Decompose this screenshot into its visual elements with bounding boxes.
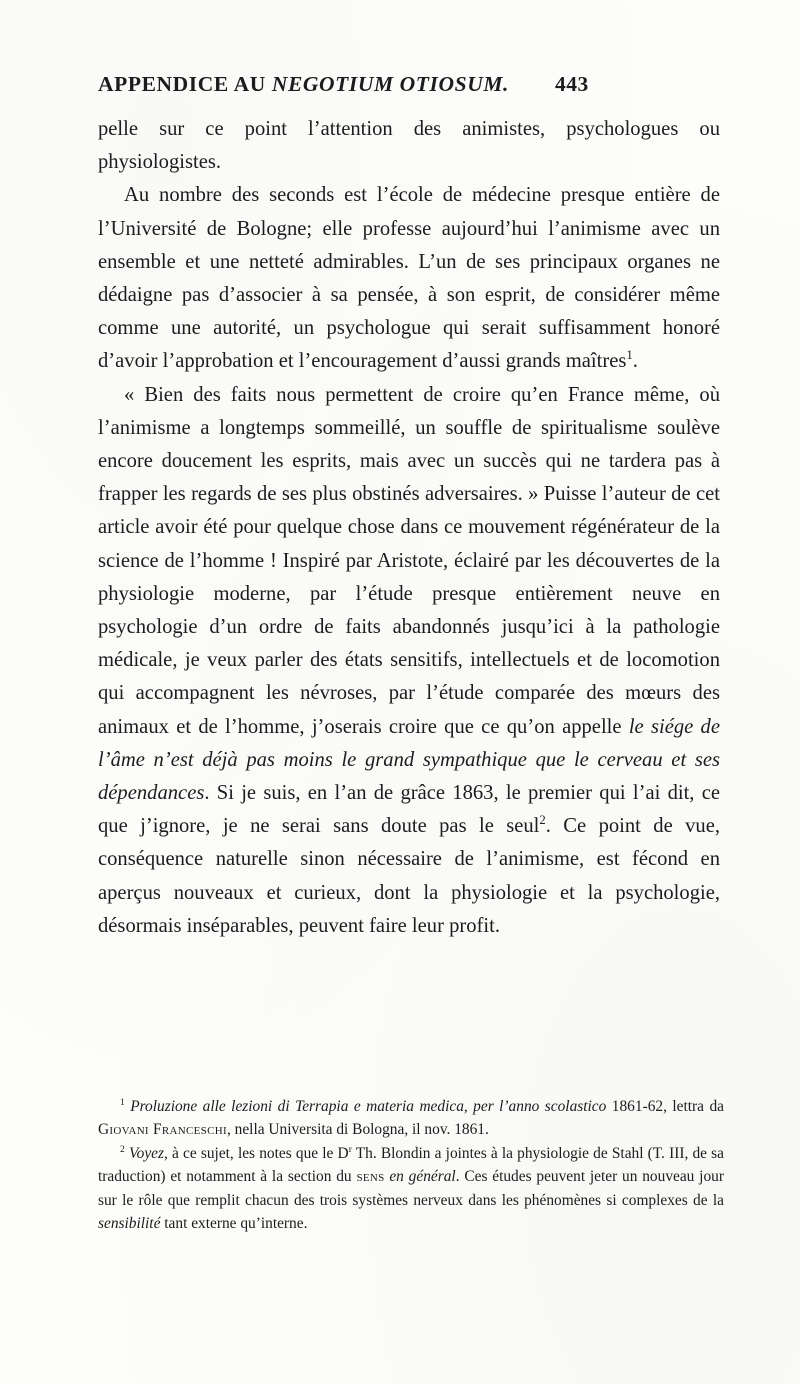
text-run: Au nombre des seconds est l’école de médecine presque entière de l’Université de Bologne; elle professe aujourd’hui l’animisme avec un ensemble et une netteté admirables. L’un de ses principaux organes ne dédaigne pas d’associer à sa pensée, à son esprit, de considérer même comme une autorité, un psychologue qui serait suffisamment honoré d’avoir l’approbation et l’encouragement d’aussi grands maîtres bbox=[98, 184, 720, 373]
page-number: 443 bbox=[555, 72, 589, 96]
italic-run: en général bbox=[384, 1168, 456, 1186]
text-run: 1861-62, lettra da bbox=[606, 1098, 724, 1115]
text-run: tant externe qu’interne. bbox=[160, 1215, 308, 1233]
footnote-marker: 2 bbox=[539, 813, 546, 828]
text-run: pelle sur ce point l’attention des animistes, psychologues ou physiologistes. bbox=[98, 118, 720, 174]
italic-run: Voyez bbox=[128, 1144, 164, 1162]
paragraph bbox=[98, 379, 720, 943]
running-title-main: APPENDICE AU bbox=[98, 72, 272, 96]
paragraph bbox=[98, 113, 720, 179]
text-run: « Bien des faits nous permettent de croire qu’en France même, où l’animisme a longtemps sommeillé, un souffle de spiritualisme soulève encore doucement les esprits, mais avec un succès qui ne tardera pas à frapper les regards de ses plus obstinés adversaires. » Puisse l’auteur de cet article avoir été pour quelque chose dans ce mouvement régénérateur de la science de l’homme ! Inspiré par Aristote, éclairé par les découvertes de la physiologie moderne, par l’étude presque entièrement neuve en psychologie d’un ordre de faits abandonnés jusqu’ici à la pathologie médicale, je veux parler des états sensitifs, intellectuels et de locomotion qui accompagnent les névroses, par l’étude comparée des mœurs des animaux et de l’homme, j’oserais croire que ce qu’on appelle bbox=[98, 383, 720, 738]
footnote bbox=[98, 1142, 724, 1236]
text-run: , nella Universita di Bologna, il nov. 1861. bbox=[226, 1121, 489, 1139]
text-run: . Si je suis, en l’an de grâce 1863, le premier qui l’ai dit, ce que j’ignore, je ne serai sans doute pas le seul bbox=[98, 782, 720, 838]
running-title-italic: NEGOTIUM OTIOSUM. bbox=[271, 72, 510, 96]
italic-run: Proluzione alle lezioni di Terrapia e materia medica, per l’anno scolastico bbox=[130, 1098, 607, 1115]
footnotes bbox=[98, 1095, 724, 1235]
italic-run: le siége de l’âme n’est déjà pas moins le grand sympathique que le cerveau et ses dépendances bbox=[98, 715, 720, 805]
smallcaps-run: sens bbox=[356, 1168, 385, 1186]
smallcaps-run: Giovani Franceschi bbox=[98, 1121, 227, 1139]
paragraph bbox=[98, 179, 720, 378]
running-title bbox=[98, 72, 509, 97]
footnote-marker: r bbox=[348, 1143, 352, 1155]
footnote-number: 2 bbox=[120, 1143, 125, 1155]
text-run: . Ce point de vue, conséquence naturelle sinon nécessaire de l’animisme, est fécond en aperçus nouveaux et curieux, dont la physiologie et la psychologie, désormais inséparables, peuvent faire leur profit. bbox=[98, 815, 720, 937]
italic-run: sensibilité bbox=[98, 1215, 161, 1233]
footnote-number: 1 bbox=[120, 1096, 125, 1108]
text-run: Th. Blondin a jointes à la physiologie de Stahl (T. III, de sa traduction) et notamment à la section du bbox=[98, 1144, 724, 1186]
text-run: , à ce sujet, les notes que le D bbox=[164, 1144, 349, 1162]
body-text bbox=[98, 113, 720, 943]
text-run: . Ces études peuvent jeter un nouveau jour sur le rôle que remplit chacun des trois systèmes nerveux dans les phénomènes si complexes de la bbox=[98, 1168, 724, 1209]
text-run: . bbox=[632, 350, 638, 373]
running-header bbox=[98, 72, 720, 97]
footnote-marker: 1 bbox=[626, 348, 633, 363]
footnote bbox=[98, 1095, 724, 1142]
page-content bbox=[98, 72, 720, 943]
